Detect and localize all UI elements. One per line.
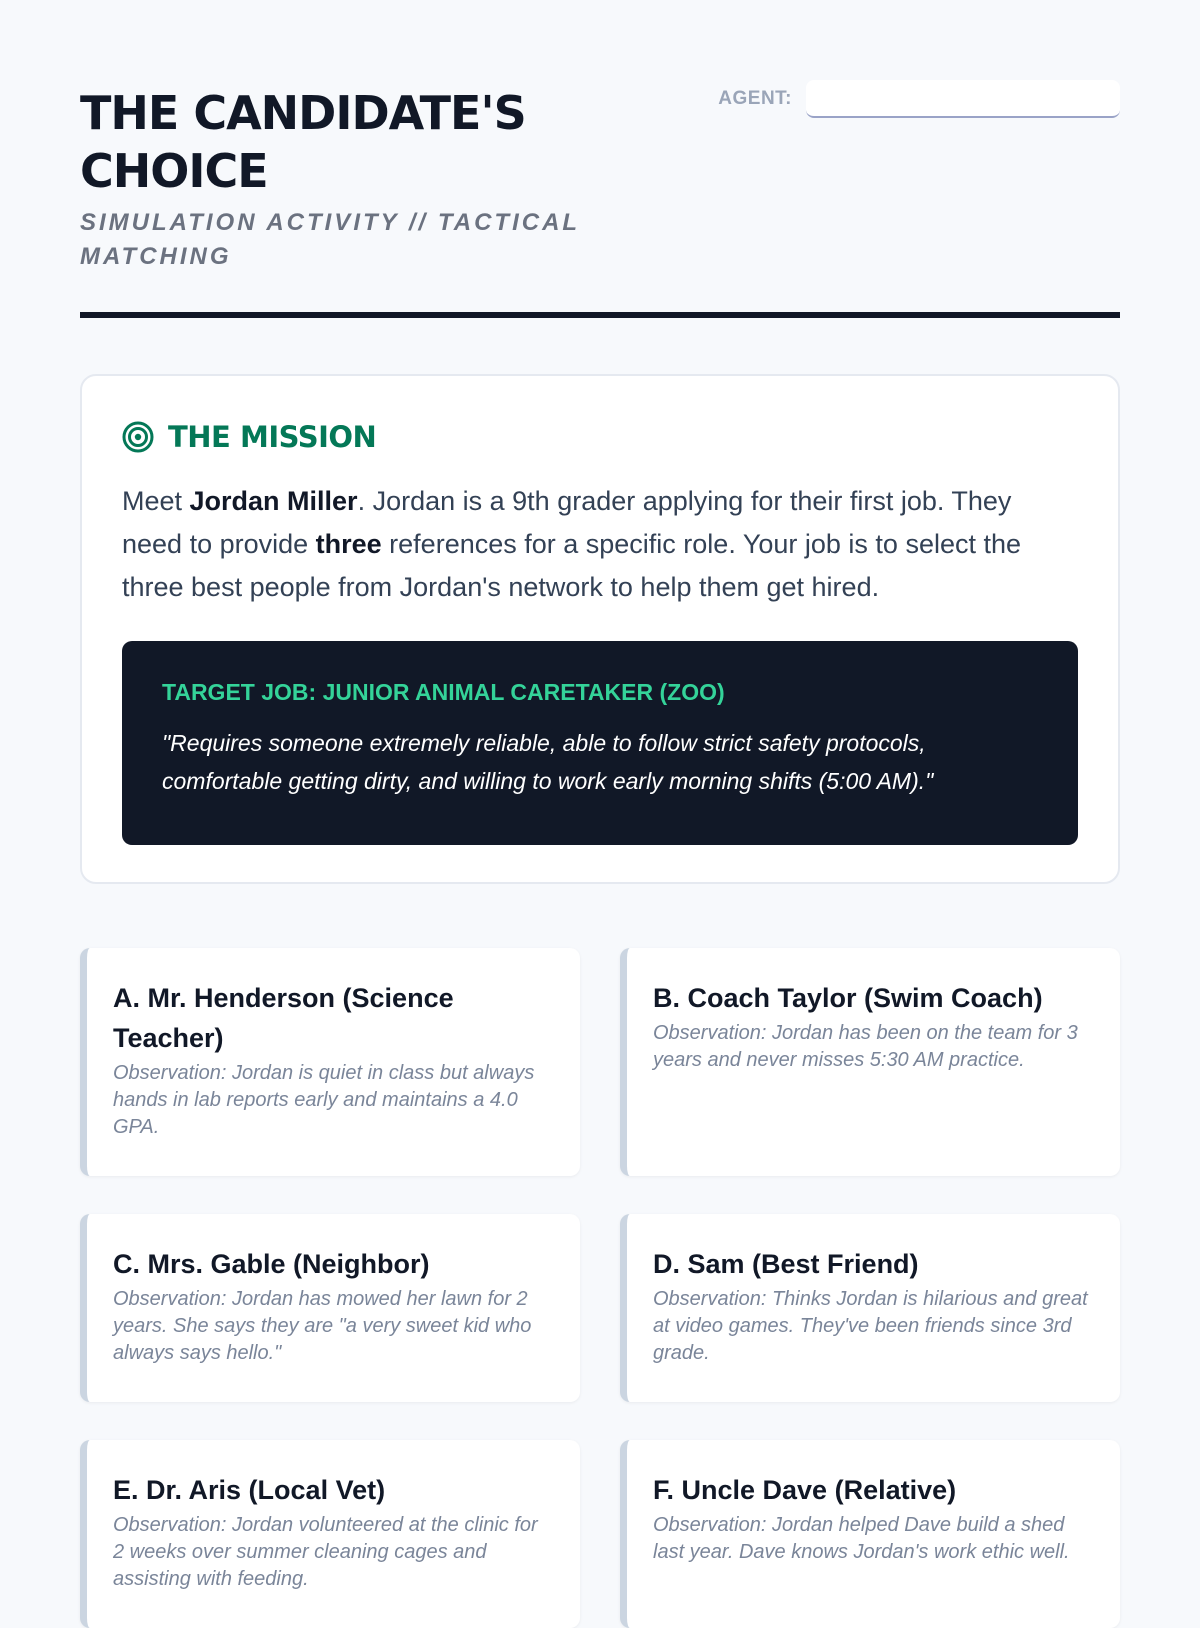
candidate-observation: Observation: Jordan has been on the team for 3 years and never misses 5:30 AM practice. — [653, 1022, 1078, 1071]
candidate-observation: Observation: Jordan volunteered at the clinic for 2 weeks over summer cleaning cages and assisting with feeding. — [113, 1514, 538, 1590]
candidate-observation: Observation: Jordan helped Dave build a shed last year. Dave knows Jordan's work ethic well. — [653, 1514, 1070, 1563]
mission-card — [80, 374, 1120, 884]
candidate-name: C. Mrs. Gable (Neighbor) — [113, 1249, 430, 1279]
candidate-name: F. Uncle Dave (Relative) — [653, 1475, 957, 1505]
candidate-observation: Observation: Jordan has mowed her lawn for 2 years. She says they are "a very sweet kid who always says hello." — [113, 1288, 532, 1364]
candidate-name: Jordan Miller — [189, 486, 358, 516]
mission-title: THE MISSION — [168, 420, 377, 454]
candidate-observation: Observation: Thinks Jordan is hilarious and great at video games. They've been friends since 3rd grade. — [653, 1288, 1088, 1364]
target-job-label: TARGET JOB: JUNIOR ANIMAL CARETAKER (ZOO) — [162, 679, 725, 705]
candidate-name: B. Coach Taylor (Swim Coach) — [653, 983, 1043, 1013]
page-header — [80, 84, 1120, 318]
target-job-requirements: "Requires someone extremely reliable, able to follow strict safety protocols, comfortable getting dirty, and willing to work early morning shifts (5:00 AM)." — [162, 730, 934, 794]
candidate-observation: Observation: Jordan is quiet in class but always hands in lab reports early and maintains a 4.0 GPA. — [113, 1062, 535, 1138]
target-job-panel — [122, 641, 1078, 845]
mission-description: Meet Jordan Miller. Jordan is a 9th grader applying for their first job. They need to provide three references for a specific role. Your job is to select the three best people from Jordan's network to help them get hired. — [122, 486, 1022, 602]
candidate-card-c[interactable] — [80, 1214, 580, 1402]
candidate-card-d[interactable] — [620, 1214, 1120, 1402]
worksheet-page — [80, 0, 1120, 1628]
agent-name-input[interactable] — [806, 80, 1120, 118]
candidate-name: A. Mr. Henderson (Science Teacher) — [113, 983, 454, 1053]
agent-label: AGENT: — [718, 88, 792, 109]
page-subtitle: SIMULATION ACTIVITY // TACTICAL MATCHING — [80, 209, 580, 270]
candidate-name: E. Dr. Aris (Local Vet) — [113, 1475, 386, 1505]
candidate-card-b[interactable] — [620, 948, 1120, 1176]
candidate-card-a[interactable] — [80, 948, 580, 1176]
reference-count: three — [315, 529, 382, 559]
target-icon — [122, 421, 154, 453]
agent-field-group — [718, 80, 1120, 118]
page-title: THE CANDIDATE'S CHOICE — [80, 86, 526, 198]
candidate-grid — [80, 948, 1120, 1628]
mission-header — [122, 420, 1078, 454]
candidate-name: D. Sam (Best Friend) — [653, 1249, 919, 1279]
